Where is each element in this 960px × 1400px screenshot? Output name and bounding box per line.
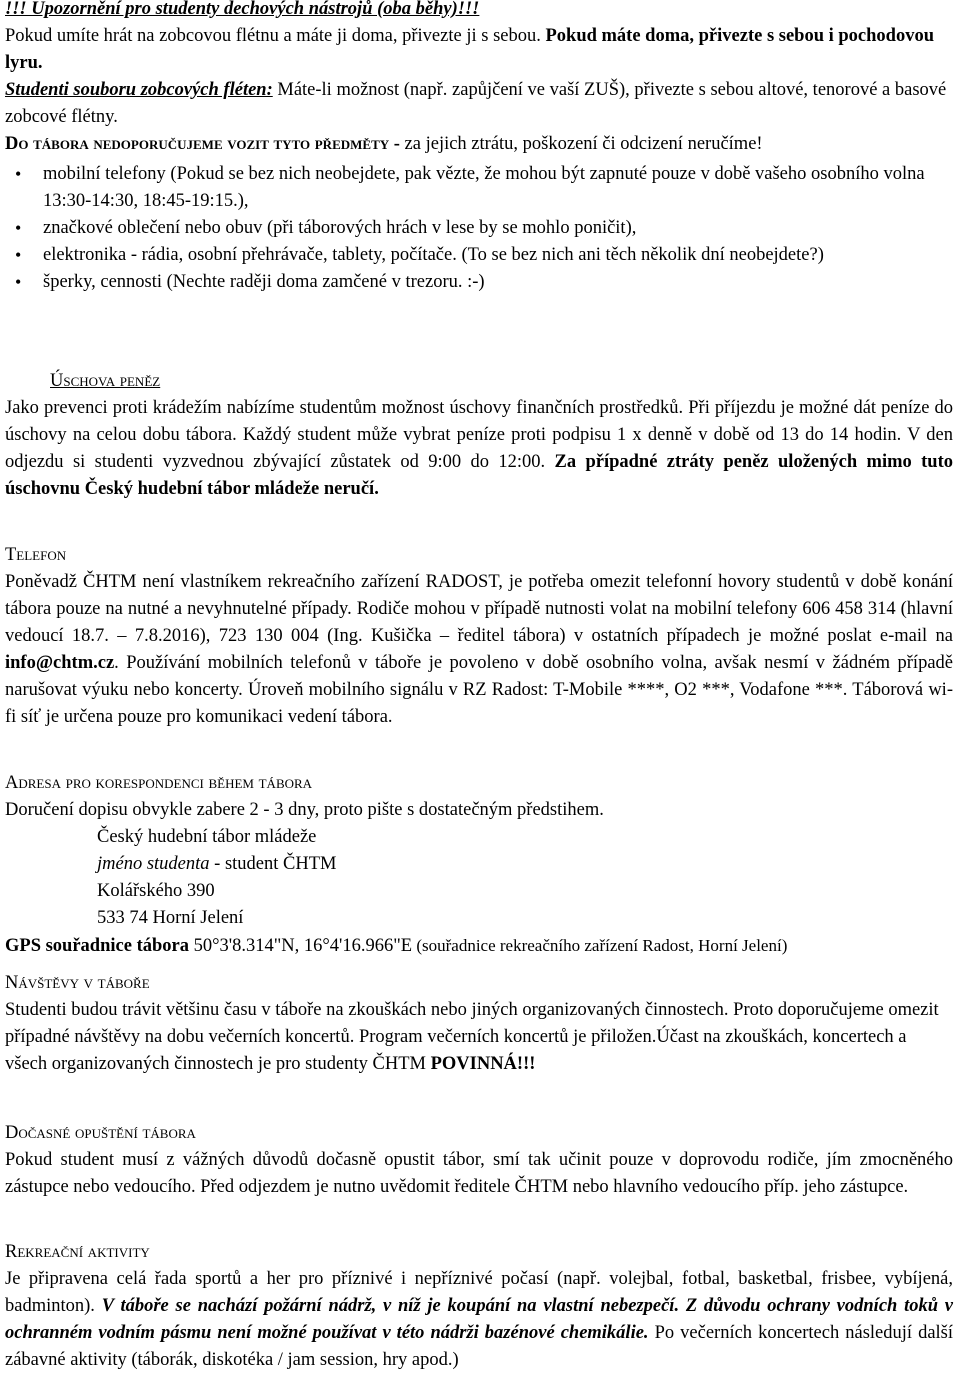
recorder-ensemble-label: Studenti souboru zobcových fléten: [5, 80, 273, 100]
address-line-3: Kolářského 390 [97, 881, 215, 901]
list-item: • značkové oblečení nebo obuv (při táborových hrách v lese by se mohlo poničit), [5, 215, 953, 242]
recreation-text: Je připravena celá řada sportů a her pro příznivé i nepříznivé počasí (např. volejbal, fotbal, basketbal, frisbee, vybíjená, badminton). [5, 1269, 953, 1316]
address-note: Doručení dopisu obvykle zabere 2 - 3 dny, proto pište s dostatečným předstihem. [5, 800, 604, 820]
student-name-placeholder: jméno studenta [97, 854, 210, 874]
email-link[interactable]: info@chtm.cz [5, 653, 115, 673]
list-item: • elektronika - rádia, osobní přehrávače, tablety, počítače. (To se bez nich ani těch několik dní neobejdete?) [5, 242, 953, 269]
mandatory-text: POVINNÁ!!! [430, 1054, 536, 1074]
visits-heading: Návštěvy v táboře [5, 973, 150, 993]
recreation-heading: Rekreační aktivity [5, 1242, 150, 1262]
prohibited-items-section [5, 131, 953, 296]
recreation-section [5, 1239, 953, 1374]
prohibited-items-title: Do tábora nedoporučujeme vozit tyto předměty - [5, 134, 400, 154]
money-storage-text: Jako prevenci proti krádežím nabízíme studentům možnost úschovy finančních prostředků. Při příjezdu je možné dát peníze do úschovy na celou dobu tábora. Každý student může vybrat peníze proti podpisu 1 x denně v době od 13 do 14 hodin. V den odjezdu si studenti vyzvednou zbývající zůstatek od 9:00 do 12:00. [5, 398, 953, 472]
money-storage-liability: Za případné ztráty peněz uložených mimo tuto úschovnu Český hudební tábor mládeže neručí. [5, 452, 953, 499]
address-heading: Adresa pro korespondenci během tábora [5, 773, 313, 793]
gps-value: 50°3'8.314"N, 16°4'16.966"E [188, 936, 413, 956]
temporary-leave-section [5, 1120, 953, 1201]
list-item: • mobilní telefony (Pokud se bez nich neobejdete, pak vězte, že mohou být zapnuté pouze v době vašeho osobního volna 13:30-14:30, 18:45-19:15.), [5, 161, 953, 215]
telephone-section [5, 542, 953, 731]
prohibited-items-heading [5, 131, 953, 158]
address-line-2 [5, 851, 953, 878]
visits-text: Studenti budou trávit většinu času v táboře na zkouškách nebo jiných organizovaných činnostech. Proto doporučujeme omezit případné návštěvy na dobu večerních koncertů. Program večerních koncertů je přiložen.Účast na zkouškách, koncertech a všech organizovaných činnostech je pro studenty ČHTM [5, 1000, 939, 1074]
gps-note: (souřadnice rekreačního zařízení Radost, Horní Jelení) [412, 936, 788, 955]
telephone-paragraph [5, 569, 953, 731]
temporary-leave-heading: Dočasné opuštění tábora [5, 1123, 196, 1143]
recorder-ensemble-text: Máte-li možnost (např. zapůjčení ve vaší ZUŠ), přivezte s sebou altové, tenorové a basové zobcové flétny. [5, 80, 947, 127]
money-storage-paragraph [5, 395, 953, 503]
notice-title: !!! Upozornění pro studenty dechových nástrojů (oba běhy)!!! [5, 0, 480, 19]
gps-label: GPS souřadnice tábora [5, 936, 189, 956]
fire-tank-warning: V táboře se nachází požární nádrž, v níž je koupání na vlastní nebezpečí. Z důvodu ochrany vodních toků v ochranném vodním pásmu není možné používat v této nádrži bazénové chemikálie. [5, 1296, 953, 1343]
notice-text: Pokud umíte hrát na zobcovou flétnu a máte ji doma, přivezte ji s sebou. [5, 26, 546, 46]
telephone-heading: Telefon [5, 545, 67, 565]
address-section [5, 770, 953, 960]
recorder-ensemble-paragraph [5, 77, 953, 131]
list-item: • šperky, cennosti (Nechte raději doma zamčené v trezoru. :-) [5, 269, 953, 296]
telephone-text-2: . Používání mobilních telefonů v táboře je povoleno v době osobního volna, avšak nesmí v žádném případě narušovat výuku nebo koncerty. Úroveň mobilního signálu v RZ Radost: T-Mobile ****, O2 ***, Vodafone ***. Táborová wi-fi síť je určena pouze pro komunikaci vedení tábora. [5, 653, 953, 727]
prohibited-items-list [5, 161, 953, 296]
telephone-text: Poněvadž ČHTM není vlastníkem rekreačního zařízení RADOST, je potřeba omezit telefonní hovory studentů v době konání tábora pouze na nutné a nevyhnutelné případy. Rodiče mohou v případě nutnosti volat na mobilní telefony 606 458 314 (hlavní vedoucí 18.7. – 7.8.2016), 723 130 004 (Ing. Kušička – ředitel tábora) v ostatních případech je možné poslat e-mail na [5, 572, 953, 646]
money-storage-heading: Úschova peněz [50, 371, 161, 391]
gps-line [5, 932, 953, 960]
wind-instruments-notice [5, 0, 953, 131]
visits-paragraph [5, 997, 953, 1078]
prohibited-items-disclaimer: za jejich ztrátu, poškození či odcizení neručíme! [399, 134, 763, 154]
visits-section [5, 970, 953, 1078]
notice-paragraph [5, 23, 953, 77]
temporary-leave-paragraph: Pokud student musí z vážných důvodů dočasně opustit tábor, smí tak učinit pouze v doprovodu rodiče, jím zmocněného zástupce nebo vedoucího. Před odjezdem je nutno uvědomit ředitele ČHTM nebo hlavního vedoucího příp. jeho zástupce. [5, 1150, 953, 1197]
address-line-1: Český hudební tábor mládeže [97, 827, 317, 847]
recreation-text-2: Po večerních koncertech následují další zábavné aktivity (táborák, diskotéka / jam session, hry apod.) [5, 1323, 954, 1370]
recreation-paragraph [5, 1266, 953, 1374]
address-line-4: 533 74 Horní Jelení [97, 908, 244, 928]
notice-text-bold: Pokud máte doma, přivezte s sebou i pochodovou lyru. [5, 26, 935, 73]
money-storage-section [5, 368, 953, 503]
address-line-2-text: - student ČHTM [209, 854, 337, 874]
